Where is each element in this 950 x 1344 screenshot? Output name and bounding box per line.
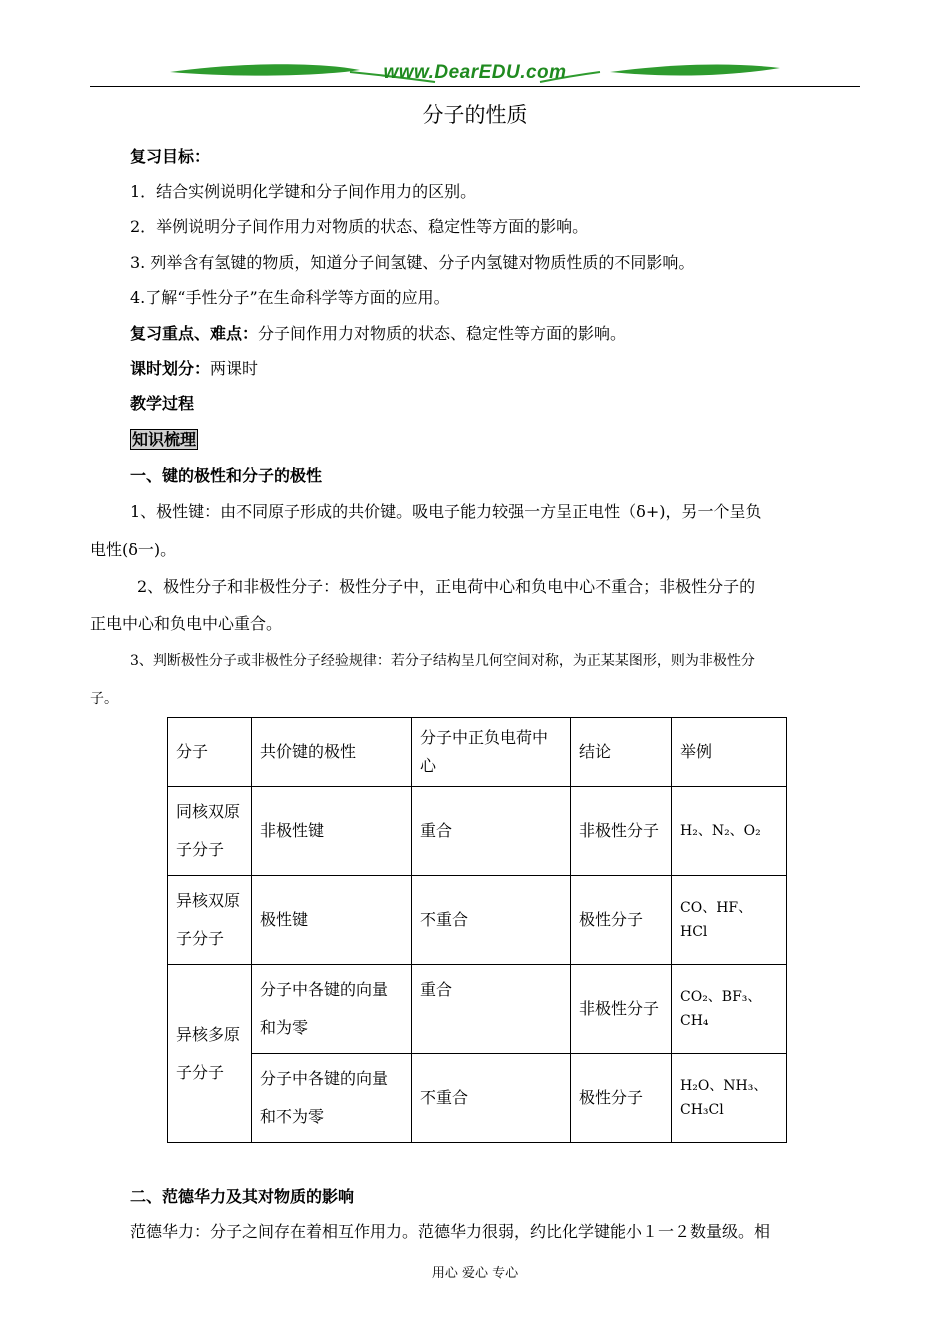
objective-item-1: 1．结合实例说明化学键和分子间作用力的区别。 <box>130 182 477 201</box>
section2-heading: 二、范德华力及其对物质的影响 <box>130 1187 355 1206</box>
objective-item-4: 4.了解“手性分子”在生命科学等方面的应用。 <box>130 288 450 307</box>
document-title: 分子的性质 <box>422 103 528 127</box>
table-row <box>168 787 787 876</box>
class-hours-text: 两课时 <box>210 359 259 378</box>
key-points-text: 分子间作用力对物质的状态、稳定性等方面的影响。 <box>258 324 627 343</box>
cell-examples: CO、HF、HCl <box>672 876 787 965</box>
site-url-logo: www.DearEDU.com <box>383 62 567 83</box>
cell-conclusion: 非极性分子 <box>571 787 672 876</box>
cell-conclusion: 极性分子 <box>571 1054 672 1143</box>
cell-molecule-type: 同核双原子分子 <box>168 787 252 876</box>
header-cell-charge-center: 分子中正负电荷中心 <box>412 718 571 787</box>
cell-charge-center: 重合 <box>412 787 571 876</box>
teaching-process-heading: 教学过程 <box>130 394 195 413</box>
cell-molecule-type: 异核多原子分子 <box>168 965 252 1143</box>
cell-molecule-type: 异核双原子分子 <box>168 876 252 965</box>
cell-bond-polarity: 分子中各键的向量和为零 <box>252 965 412 1054</box>
objectives-heading: 复习目标： <box>130 147 211 166</box>
cell-bond-polarity: 极性键 <box>252 876 412 965</box>
section1-p1-line2: 电性(δ一)。 <box>90 540 177 559</box>
cell-examples: H₂、N₂、O₂ <box>672 787 787 876</box>
page-footer: 用心 爱心 专心 <box>431 1266 519 1281</box>
key-points-line <box>130 321 626 344</box>
header-rule <box>90 86 860 87</box>
section1-p1-line1: 1、极性键：由不同原子形成的共价键。吸电子能力较强一方呈正电性（δ+)，另一个呈负 <box>130 502 762 521</box>
section1-p3-line2: 子。 <box>90 691 118 707</box>
header-cell-examples: 举例 <box>672 718 787 787</box>
cell-examples: H₂O、NH₃、CH₃Cl <box>672 1054 787 1143</box>
knowledge-review-heading <box>130 427 198 450</box>
class-hours-line <box>130 356 258 379</box>
cell-conclusion: 极性分子 <box>571 876 672 965</box>
section1-p2-line1: 2、极性分子和非极性分子：极性分子中，正电荷中心和负电中心不重合；非极性分子的 <box>137 577 756 596</box>
class-hours-label: 课时划分： <box>130 359 211 378</box>
section1-heading: 一、键的极性和分子的极性 <box>130 466 323 485</box>
table-header-row <box>168 718 787 787</box>
cell-charge-center: 重合 <box>412 965 571 1054</box>
table-row <box>168 965 787 1054</box>
cell-bond-polarity: 分子中各键的向量和不为零 <box>252 1054 412 1143</box>
cell-conclusion: 非极性分子 <box>571 965 672 1054</box>
cell-examples: CO₂、BF₃、CH₄ <box>672 965 787 1054</box>
table-row <box>168 876 787 965</box>
objective-item-2: 2．举例说明分子间作用力对物质的状态、稳定性等方面的影响。 <box>130 217 589 236</box>
cell-charge-center: 不重合 <box>412 1054 571 1143</box>
header-cell-conclusion: 结论 <box>571 718 672 787</box>
key-points-label: 复习重点、难点： <box>130 324 259 343</box>
header-cell-molecule: 分子 <box>168 718 252 787</box>
cell-bond-polarity: 非极性键 <box>252 787 412 876</box>
objective-item-3: 3. 列举含有氢键的物质，知道分子间氢键、分子内氢键对物质性质的不同影响。 <box>130 253 695 272</box>
table-row <box>168 1054 787 1143</box>
knowledge-review-label: 知识梳理 <box>132 430 197 449</box>
polarity-table <box>167 717 787 1143</box>
section2-text: 范德华力：分子之间存在着相互作用力。范德华力很弱，约比化学键能小１一２数量级。相 <box>130 1222 771 1241</box>
header-cell-bond-polarity: 共价键的极性 <box>252 718 412 787</box>
cell-charge-center: 不重合 <box>412 876 571 965</box>
section1-p2-line2: 正电中心和负电中心重合。 <box>90 614 283 633</box>
section1-p3-line1: 3、判断极性分子或非极性分子经验规律：若分子结构呈几何空间对称，为正某某图形，则为非极性分 <box>130 653 755 669</box>
